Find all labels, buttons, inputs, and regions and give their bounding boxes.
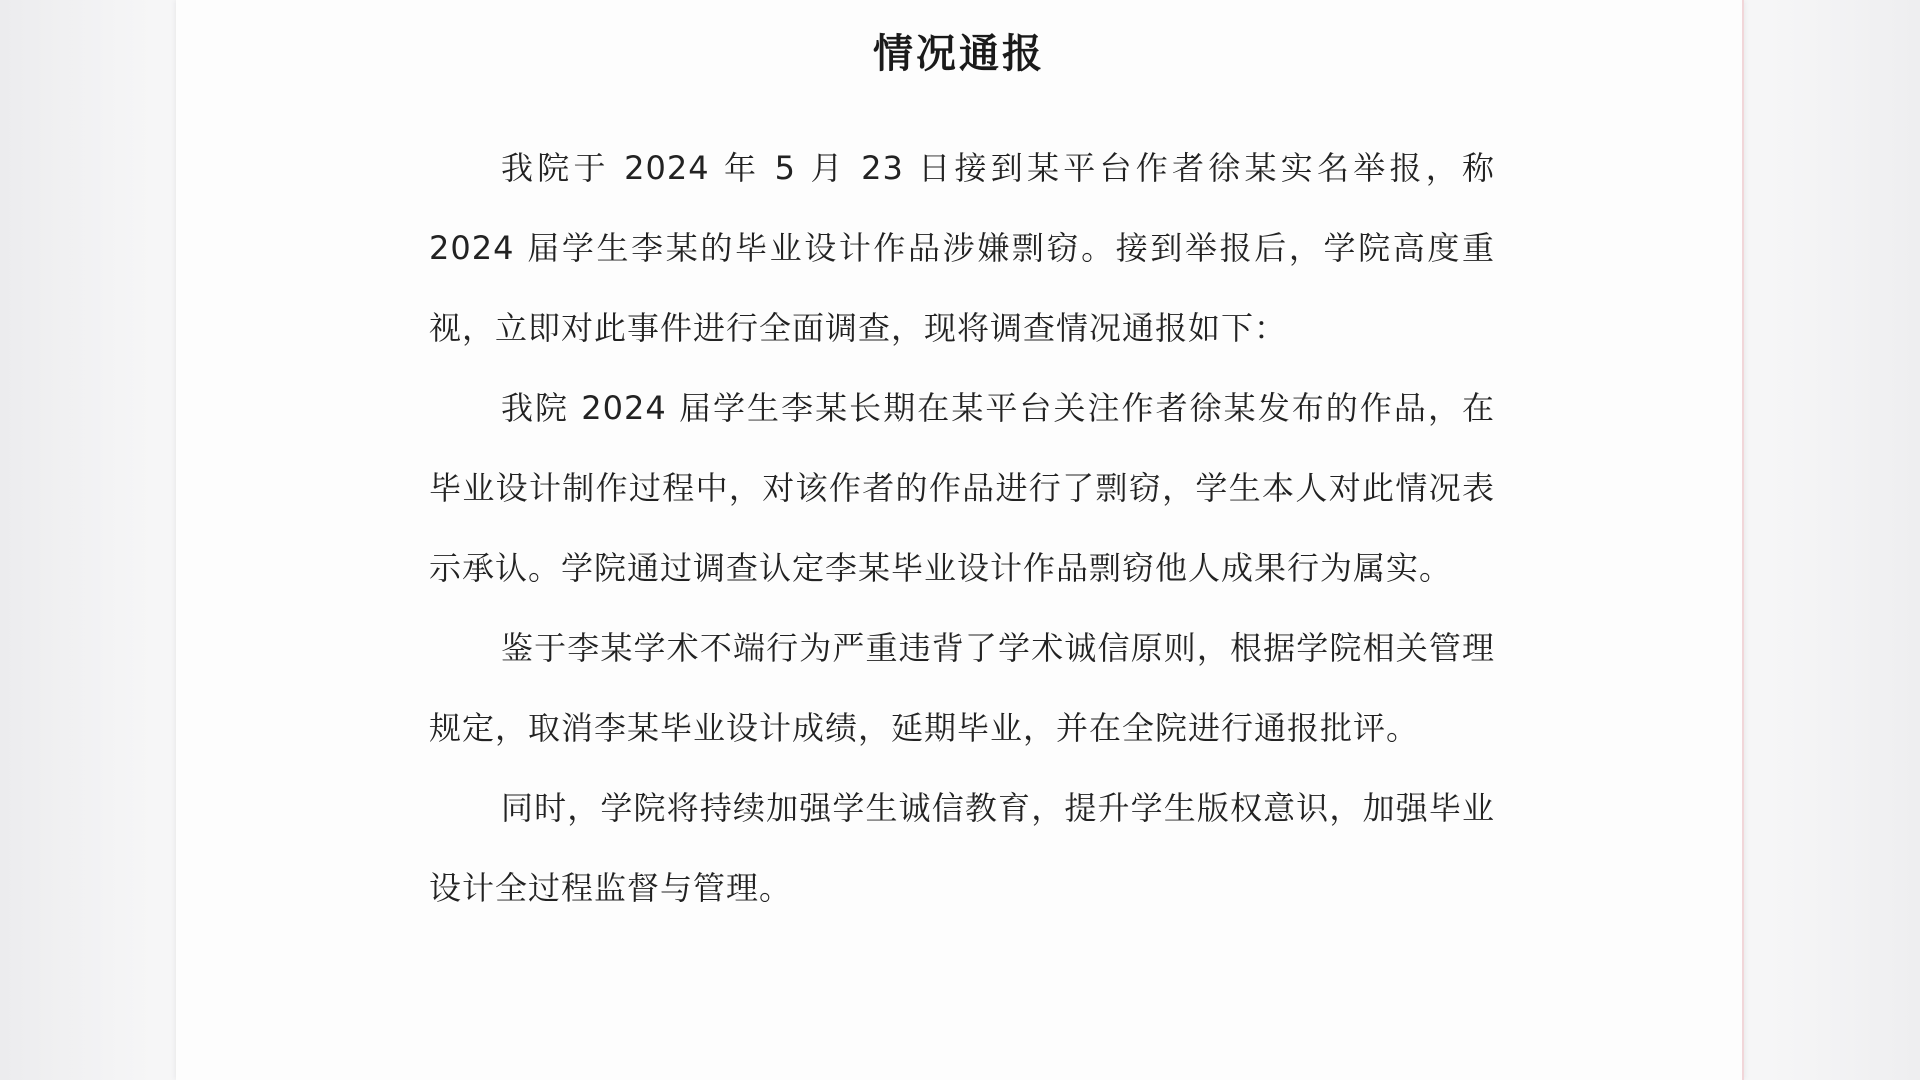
document-body [429,128,1495,928]
document-title: 情况通报 [873,31,1045,77]
paragraph-followup-measures: 同时，学院将持续加强学生诚信教育，提升学生版权意识，加强毕业设计全过程监督与管理。 [429,789,1495,907]
paragraph-investigation-findings: 我院 2024 届学生李某长期在某平台关注作者徐某发布的作品，在毕业设计制作过程中，对该作者的作品进行了剽窃，学生本人对此情况表示承认。学院通过调查认定李某毕业设计作品剽窃他人成果行为属实。 [429,389,1495,587]
document-page [176,0,1744,1080]
paragraph-report-received: 我院于 2024 年 5 月 23 日接到某平台作者徐某实名举报，称 2024 届学生李某的毕业设计作品涉嫌剽窃。接到举报后，学院高度重视，立即对此事件进行全面调查，现将调查情况通报如下： [429,149,1495,347]
paragraph-penalty: 鉴于李某学术不端行为严重违背了学术诚信原则，根据学院相关管理规定，取消李某毕业设计成绩，延期毕业，并在全院进行通报批评。 [429,629,1495,747]
